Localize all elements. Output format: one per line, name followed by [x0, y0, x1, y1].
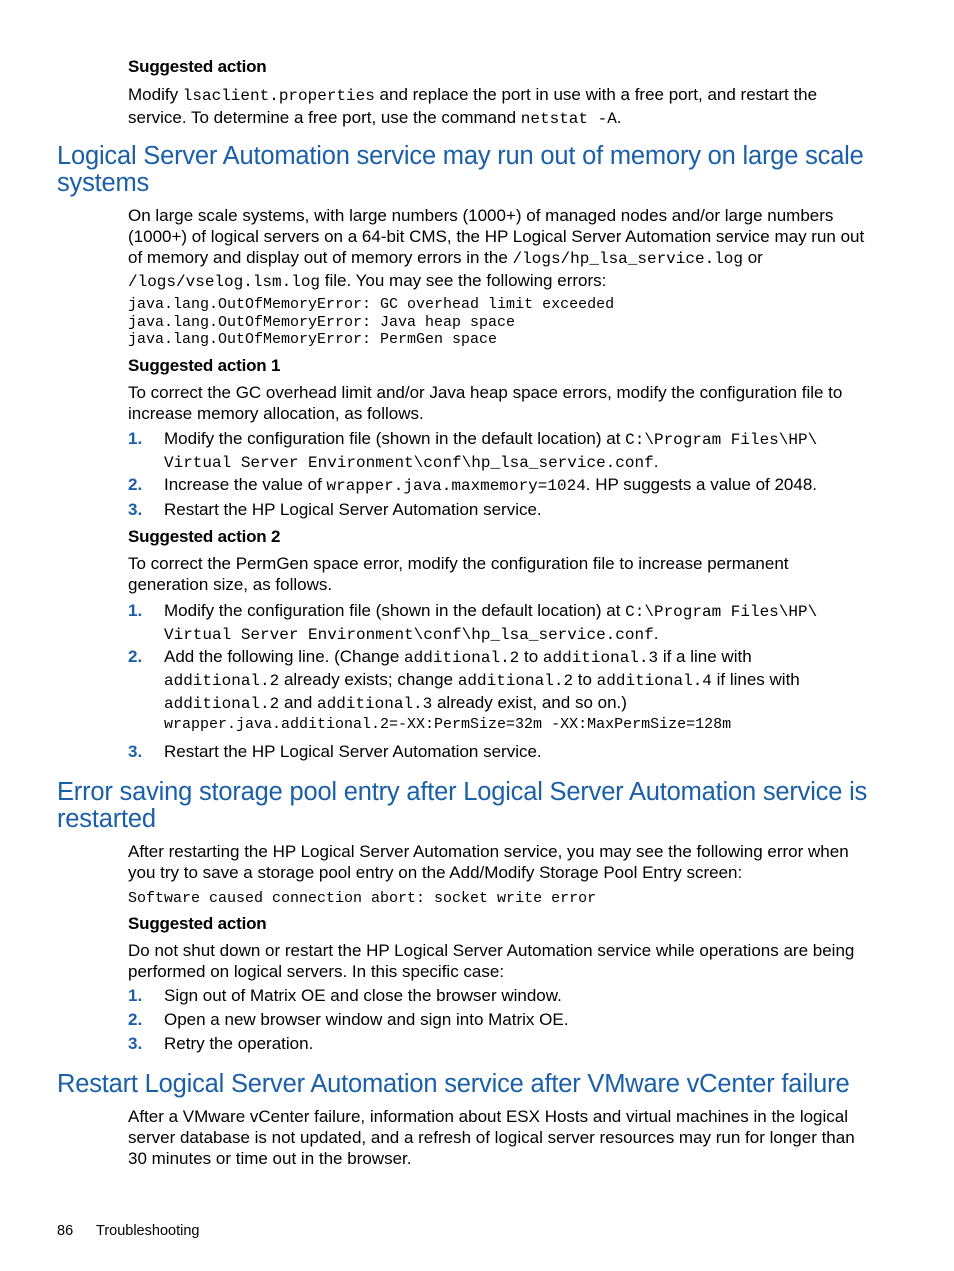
oom-intro-paragraph: On large scale systems, with large numbers (1000+) of managed nodes and/or large numbers (1000+) of logical servers on a 64-bit CMS, the HP Logical Server Automation service may run out of memory and display out of memory errors in the /logs/hp_lsa_service.log or /logs/vselog.lsm.log file. You may see the following errors:: [128, 206, 865, 291]
code-line: java.lang.OutOfMemoryError: Java heap space: [128, 313, 516, 331]
section-heading-vcenter: Restart Logical Server Automation service after VMware vCenter failure: [57, 1070, 850, 1098]
section-heading-storage-pool: Error saving storage pool entry after Logical Server Automation service is restarted: [57, 778, 868, 833]
list-item: Sign out of Matrix OE and close the browser window.: [164, 986, 562, 1005]
code-line: Software caused connection abort: socket write error: [128, 890, 597, 907]
vcenter-intro-paragraph: After a VMware vCenter failure, information about ESX Hosts and virtual machines in the logical server database is not updated, and a refresh of logical server resources may run for longer than 30 minutes or time out in the browser.: [128, 1107, 855, 1168]
list-number: 1.: [128, 601, 143, 620]
suggested-action-2-label: Suggested action 2: [128, 527, 281, 546]
error-code-block: [128, 296, 614, 349]
list-item: Increase the value of wrapper.java.maxmemory=1024. HP suggests a value of 2048.: [164, 475, 818, 495]
list-number: 3.: [128, 742, 143, 761]
list-number: 2.: [128, 475, 143, 494]
storage-action-paragraph: Do not shut down or restart the HP Logical Server Automation service while operations are being performed on logical servers. In this specific case:: [128, 941, 855, 981]
action-2-paragraph: To correct the PermGen space error, modify the configuration file to increase permanent generation size, as follows.: [128, 554, 789, 594]
suggested-action-1-label: Suggested action 1: [128, 356, 281, 375]
storage-intro-paragraph: After restarting the HP Logical Server Automation service, you may see the following error when you try to save a storage pool entry on the Add/Modify Storage Pool Entry screen:: [128, 842, 849, 882]
code-line: java.lang.OutOfMemoryError: GC overhead limit exceeded: [128, 296, 615, 313]
list-item: Modify the configuration file (shown in the default location) at C:\Program Files\HP\ Virtual Server Environment\conf\hp_lsa_service.conf.: [164, 429, 818, 472]
list-item: Restart the HP Logical Server Automation service.: [164, 500, 542, 519]
code-line: wrapper.java.additional.2=-XX:PermSize=32m -XX:MaxPermSize=128m: [164, 716, 732, 733]
suggested-action-label: Suggested action: [128, 914, 267, 933]
code-line: java.lang.OutOfMemoryError: PermGen space: [128, 331, 498, 348]
list-number: 1.: [128, 986, 143, 1005]
list-item: Add the following line. (Change additional.2 to additional.3 if a line with additional.2 already exists; change additional.2 to additional.4 if lines with additional.2 and additional.3 already exist, and so on.): [164, 647, 800, 713]
list-item: Retry the operation.: [164, 1034, 314, 1053]
list-number: 2.: [128, 1010, 143, 1029]
section-heading-out-of-memory: Logical Server Automation service may run out of memory on large scale systems: [57, 142, 864, 197]
list-item: Open a new browser window and sign into Matrix OE.: [164, 1010, 569, 1029]
list-number: 3.: [128, 500, 143, 519]
suggested-action-label: Suggested action: [128, 57, 267, 76]
action-1-paragraph: To correct the GC overhead limit and/or Java heap space errors, modify the configuration file to increase memory allocation, as follows.: [128, 383, 843, 423]
top-paragraph: Modify lsaclient.properties and replace the port in use with a free port, and restart the service. To determine a free port, use the command netstat -A.: [128, 85, 818, 128]
list-number: 1.: [128, 429, 143, 448]
list-number: 2.: [128, 647, 143, 666]
list-number: 3.: [128, 1034, 143, 1053]
list-item: Restart the HP Logical Server Automation service.: [164, 742, 542, 761]
page-number: 86: [57, 1223, 74, 1239]
inline-code: lsaclient.properties: [182, 87, 375, 105]
inline-code: netstat -A: [520, 110, 617, 128]
list-item: Modify the configuration file (shown in the default location) at C:\Program Files\HP\ Virtual Server Environment\conf\hp_lsa_service.conf.: [164, 601, 818, 644]
footer-section-name: Troubleshooting: [96, 1223, 200, 1239]
